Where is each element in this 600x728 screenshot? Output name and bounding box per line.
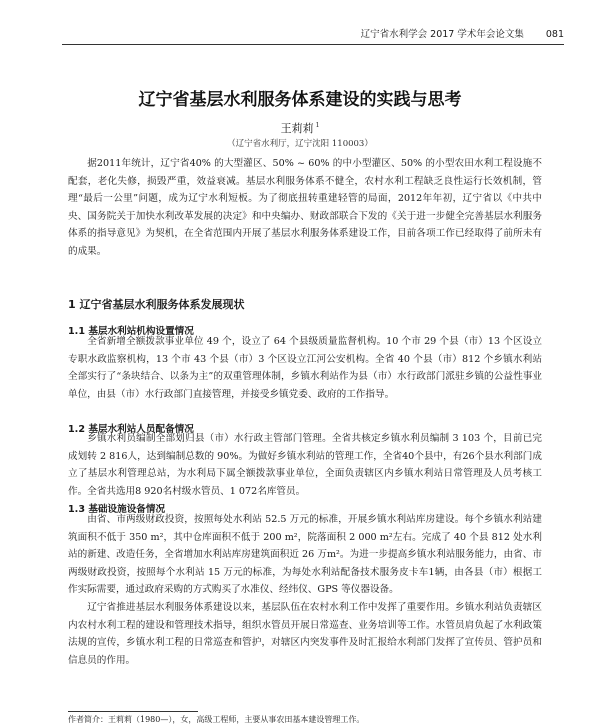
subsection-heading-1-3: 1.3 基础设施设备情况 [68,504,166,515]
author-affiliation: （辽宁省水利厅，辽宁沈阳 110003） [227,139,373,149]
author-line [0,120,600,136]
running-header [62,26,564,45]
subsection-heading-1-1: 1.1 基层水利站机构设置情况 [68,326,194,337]
author-name: 王莉莉 [280,122,314,135]
paragraph-1-3: 由省、市两级财政投资，按照每处水利站 52.5 万元的标准，开展乡镇水利站库房建设。每个乡镇水利站建筑面积不低于 350 m²，其中仓库面积不低于 200 m²，院落面积 2 000 m²左右。完成了 40 个县 812 处水利站的新建、改造任务，全省增加水利站库房建筑面积近 26 万m²。为进一步提高乡镇水利站服务能力，由省、市两级财政投资，按照每个水利站 15 万元的标准，为每处水利站配备技术服务皮卡车1辆，由各县（市）根据工作实际需要，通过政府采购的方式购买了水准仪、经纬仪、GPS 等仪器设备。 [68,514,542,596]
paragraph-1-2: 乡镇水利员编制全部划归县（市）水行政主管部门管理。全省共核定乡镇水利员编制 3 103 个，目前已完成划转 2 816人，达到编制总数的 90%。为做好乡镇水利站的管理工作，全省40个县中，有26个县水利部门成立了基层水利管理总站，为水利局下属全额拨款事业单位，全面负责辖区内乡镇水利站日常管理及人员考核工作。全省共选用8 920名村级水管员、1 072名库管员。 [68,433,542,497]
intro-paragraph: 据2011年统计，辽宁省40% 的大型灌区、50% ~ 60% 的中小型灌区、50% 的小型农田水利工程设施不配套，老化失修，损毁严重，效益衰减。基层水利服务体系不健全，农村水利工程缺乏良性运行长效机制，管理“最后一公里”问题，成为辽宁水利短板。为了彻底扭转重建轻管的局面，2012年年初，辽宁省以《中共中央、国务院关于加快水利改革发展的决定》和中央编办、财政部联合下发的《关于进一步健全完善基层水利服务体系的指导意见》为契机，在全省范围内开展了基层水利服务体系建设工作，目前各项工作已经取得了前所未有的成果。 [68,158,542,257]
paragraph-1-1: 全省新增全额拨款事业单位 49 个，设立了 64 个县级质量监督机构。10 个市 29 个县（市）13 个区设立专职水政监察机构，13 个市 43 个县（市）3 个区设立江河公安机构。全省 40 个县（市）812 个乡镇水利站全部实行了“条块结合、以条为主”的双重管理体制，乡镇水利站作为县（市）水行政部门派驻乡镇的公益性事业单位，由县（市）水行政部门直接管理，并接受乡镇党委、政府的工作指导。 [68,336,542,400]
page-number: 081 [545,29,564,40]
author-footnote-mark: 1 [315,122,320,130]
journal-name: 辽宁省水利学会 2017 学术年会论文集 [360,29,524,40]
paragraph-1-3-continued: 辽宁省推进基层水利服务体系建设以来，基层队伍在农村水利工作中发挥了重要作用。乡镇水利站负责辖区内农村水利工程的建设和管理技术指导，组织水管员开展日常巡查、业务培训等工作。水管员肩负起了水利政策法规的宣传，乡镇水利工程的日常巡查和管护，对辖区内突发事件及时汇报给水利部门发挥了宣传员、管护员和信息员的作用。 [68,602,542,666]
footnote-divider [68,711,198,712]
paper-title: 辽宁省基层水利服务体系建设的实践与思考 [138,90,462,110]
section-heading-1: 1 辽宁省基层水利服务体系发展现状 [68,298,245,311]
subsection-heading-1-2: 1.2 基层水利站人员配备情况 [68,424,194,435]
author-footnote: 作者简介：王莉莉（1980—），女，高级工程师，主要从事农田基本建设管理工作。 [68,715,365,724]
